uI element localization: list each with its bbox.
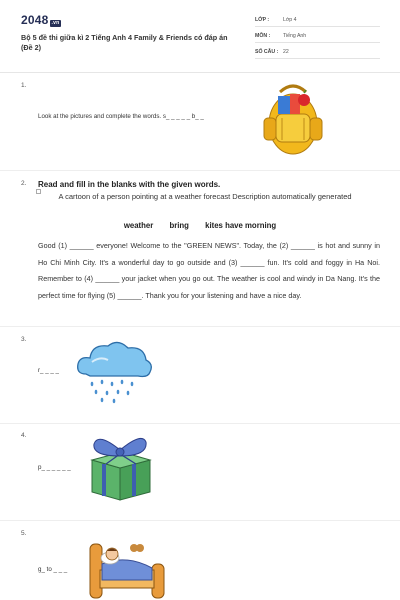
meta-label: SỐ CÂU : bbox=[255, 49, 279, 55]
backpack-image bbox=[262, 84, 324, 156]
word-bank-item: kites have morning bbox=[205, 221, 277, 230]
question-number: 5. bbox=[21, 530, 27, 537]
passage-text: Good (1) ______ everyone! Welcome to the "GREEN NEWS". Today, the (2) ______ is hot and sunny in Ho Chi Minh City. It's a wonderful day to go outside and (3) ______ fun. It's cold and foggy in Ha Noi. Remember to (4) ______ your jacket when you go out. The weather is cool and windy in Da Nang. It's the perfect time for flying (5) ______. Thank you for your listening and have a nice day. bbox=[38, 241, 380, 300]
meta-label: LỚP : bbox=[255, 17, 270, 23]
meta-row-subject bbox=[255, 30, 380, 43]
divider bbox=[0, 423, 400, 424]
meta-value: Lớp 4 bbox=[283, 17, 297, 23]
meta-row-grade bbox=[255, 14, 380, 27]
word-bank-item: bring bbox=[169, 221, 189, 230]
meta-label: MÔN : bbox=[255, 33, 271, 39]
site-logo[interactable] bbox=[21, 13, 61, 27]
rain-cloud-image bbox=[74, 338, 154, 404]
divider bbox=[0, 326, 400, 327]
divider bbox=[0, 520, 400, 521]
question-3-prompt: r_ _ _ _ bbox=[38, 367, 59, 374]
document-title: Bộ 5 đề thi giữa kì 2 Tiếng Anh 4 Family & Friends có đáp án (Đề 2) bbox=[21, 33, 228, 52]
word-bank bbox=[0, 221, 400, 230]
gift-box-image bbox=[84, 430, 158, 502]
logo-text: 2048 bbox=[21, 13, 49, 27]
question-1-instruction: Look at the pictures and complete the words. s_ _ _ _ _ b_ _ bbox=[38, 113, 204, 120]
question-number: 4. bbox=[21, 432, 27, 439]
meta-row-question-count bbox=[255, 46, 380, 59]
page-header bbox=[0, 0, 400, 73]
question-number: 1. bbox=[21, 82, 27, 89]
word-bank-item: weather bbox=[123, 221, 154, 230]
question-5-prompt: g_ to _ _ _ bbox=[38, 566, 68, 573]
reading-passage bbox=[38, 238, 380, 304]
meta-value: 22 bbox=[283, 49, 289, 55]
question-number: 3. bbox=[21, 336, 27, 343]
question-2-title: Read and fill in the blanks with the given words. bbox=[38, 180, 221, 189]
sleeping-child-image bbox=[86, 534, 170, 600]
question-number: 2. bbox=[21, 180, 27, 187]
divider bbox=[0, 170, 400, 171]
question-4-prompt: p_ _ _ _ _ _ bbox=[38, 464, 71, 471]
image-alt-text: A cartoon of a person pointing at a weather forecast Description automatically generated bbox=[58, 192, 352, 201]
logo-suffix: .vn bbox=[51, 20, 60, 26]
meta-value: Tiếng Anh bbox=[283, 33, 307, 39]
